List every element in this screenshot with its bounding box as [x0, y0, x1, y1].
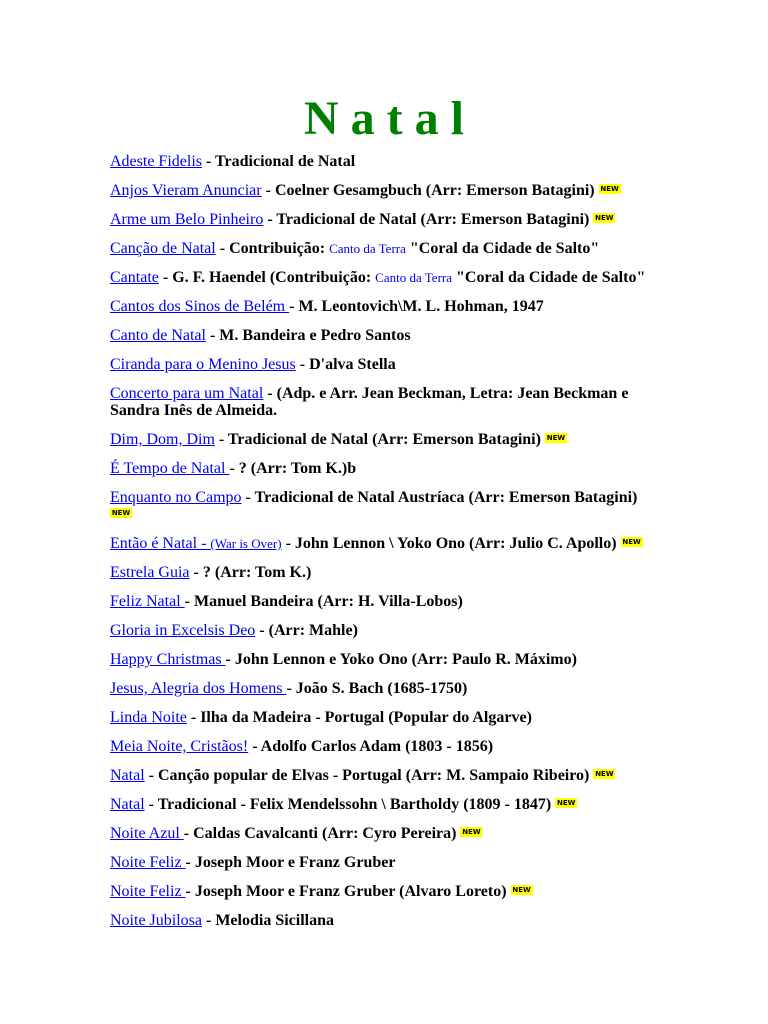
song-link[interactable]: Canto de Natal — [110, 327, 206, 344]
new-badge: NEW — [600, 185, 619, 193]
song-credits: - Canção popular de Elvas - Portugal (Arr: M. Sampaio Ribeiro) — [144, 767, 590, 784]
song-link[interactable]: Feliz Natal — [110, 593, 185, 610]
song-link-title[interactable]: Então é Natal - — [110, 535, 211, 552]
page-title: N a t a l — [304, 92, 464, 145]
song-item — [110, 854, 658, 871]
song-item — [110, 883, 658, 900]
contributor-note: Canto da Terra — [375, 270, 452, 285]
song-link[interactable] — [110, 535, 282, 552]
song-item — [110, 709, 658, 726]
song-credits: - Tradicional de Natal (Arr: Emerson Batagini) — [214, 431, 541, 448]
song-link[interactable]: Adeste Fidelis — [110, 153, 202, 170]
song-credits: "Coral da Cidade de Salto" — [405, 240, 600, 257]
song-credits: - Coelner Gesamgbuch (Arr: Emerson Batagini) — [261, 182, 595, 199]
song-link[interactable]: Noite Jubilosa — [110, 912, 202, 929]
song-credits: - ? (Arr: Tom K.) — [189, 564, 312, 581]
song-credits: - Joseph Moor e Franz Gruber — [185, 854, 396, 871]
song-item — [110, 651, 658, 668]
song-link[interactable]: Cantos dos Sinos de Belém — [110, 298, 290, 315]
song-link[interactable]: Noite Azul — [110, 825, 184, 842]
new-badge: NEW — [512, 886, 531, 894]
song-link[interactable]: Cantate — [110, 269, 159, 286]
new-badge: NEW — [622, 538, 641, 546]
song-credits: - João S. Bach (1685-1750) — [286, 680, 468, 697]
song-item — [110, 385, 658, 419]
song-item — [110, 327, 658, 344]
new-badge: NEW — [546, 434, 566, 442]
song-link[interactable]: Natal — [110, 767, 145, 784]
song-item — [110, 269, 658, 286]
song-credits: - ? (Arr: Tom K.)b — [229, 460, 357, 477]
song-credits: - John Lennon \ Yoko Ono (Arr: Julio C. Apollo) — [281, 535, 617, 552]
song-link-subtitle[interactable]: (War is Over) — [210, 536, 282, 551]
song-credits: "Coral da Cidade de Salto" — [452, 269, 646, 286]
song-item — [110, 593, 658, 610]
song-credits: - Manuel Bandeira (Arr: H. Villa-Lobos) — [184, 593, 463, 610]
song-credits: - Adolfo Carlos Adam (1803 - 1856) — [248, 738, 494, 755]
song-link[interactable]: Anjos Vieram Anunciar — [110, 182, 262, 199]
song-link[interactable]: Meia Noite, Cristãos! — [110, 738, 249, 755]
song-credits: - Melodia Sicillana — [202, 912, 334, 929]
song-credits: - (Adp. e Arr. Jean Beckman, Letra: Jean Beckman e Sandra Inês de Almeida. — [110, 385, 629, 419]
song-link[interactable]: Jesus, Alegria dos Homens — [110, 680, 287, 697]
song-credits: - Tradicional - Felix Mendelssohn \ Bartholdy (1809 - 1847) — [144, 796, 552, 813]
song-link[interactable]: Noite Feliz — [110, 854, 186, 871]
song-item — [110, 535, 658, 552]
song-item — [110, 680, 658, 697]
song-item — [110, 240, 658, 257]
song-credits: - Ilha da Madeira - Portugal (Popular do Algarve) — [186, 709, 532, 726]
song-credits: - (Arr: Mahle) — [255, 622, 358, 639]
song-credits: - Contribuição: — [215, 240, 330, 257]
song-credits: - Caldas Cavalcanti (Arr: Cyro Pereira) — [183, 825, 457, 842]
song-item — [110, 489, 658, 523]
song-link[interactable]: Natal — [110, 796, 145, 813]
new-badge: NEW — [111, 509, 131, 517]
song-link[interactable]: Ciranda para o Menino Jesus — [110, 356, 296, 373]
song-item — [110, 796, 658, 813]
song-item — [110, 460, 658, 477]
new-badge: NEW — [595, 770, 614, 778]
song-item — [110, 825, 658, 842]
song-item — [110, 298, 658, 315]
song-item — [110, 356, 658, 373]
song-link[interactable]: Linda Noite — [110, 709, 187, 726]
song-link[interactable]: Enquanto no Campo — [110, 489, 242, 506]
song-credits: - Joseph Moor e Franz Gruber (Alvaro Loreto) — [185, 883, 507, 900]
song-item — [110, 622, 658, 639]
song-link[interactable]: Canção de Natal — [110, 240, 216, 257]
song-credits: - M. Bandeira e Pedro Santos — [205, 327, 411, 344]
song-credits: - Tradicional de Natal (Arr: Emerson Batagini) — [263, 211, 590, 228]
song-credits: - G. F. Haendel (Contribuição: — [158, 269, 376, 286]
song-link[interactable]: Noite Feliz — [110, 883, 186, 900]
song-item — [110, 153, 658, 170]
song-credits: - John Lennon e Yoko Ono (Arr: Paulo R. Máximo) — [225, 651, 577, 668]
song-list — [110, 153, 658, 941]
song-link[interactable]: Arme um Belo Pinheiro — [110, 211, 264, 228]
song-link[interactable]: Happy Christmas — [110, 651, 226, 668]
song-item — [110, 912, 658, 929]
song-item — [110, 211, 658, 228]
new-badge: NEW — [462, 828, 481, 836]
song-credits: - M. Leontovich\M. L. Hohman, 1947 — [289, 298, 544, 315]
song-credits: - D'alva Stella — [295, 356, 396, 373]
song-link[interactable]: Estrela Guia — [110, 564, 190, 581]
new-badge: NEW — [557, 799, 576, 807]
song-item — [110, 182, 658, 199]
song-item — [110, 738, 658, 755]
new-badge: NEW — [595, 214, 614, 222]
song-credits: - Tradicional de Natal Austríaca (Arr: Emerson Batagini) — [241, 489, 638, 506]
song-link[interactable]: Concerto para um Natal — [110, 385, 264, 402]
song-link[interactable]: Gloria in Excelsis Deo — [110, 622, 256, 639]
song-link[interactable]: Dim, Dom, Dim — [110, 431, 215, 448]
song-link[interactable]: É Tempo de Natal — [110, 460, 230, 477]
song-credits: - Tradicional de Natal — [202, 153, 356, 170]
contributor-note: Canto da Terra — [329, 241, 406, 256]
song-item — [110, 767, 658, 784]
song-item — [110, 564, 658, 581]
song-item — [110, 431, 658, 448]
